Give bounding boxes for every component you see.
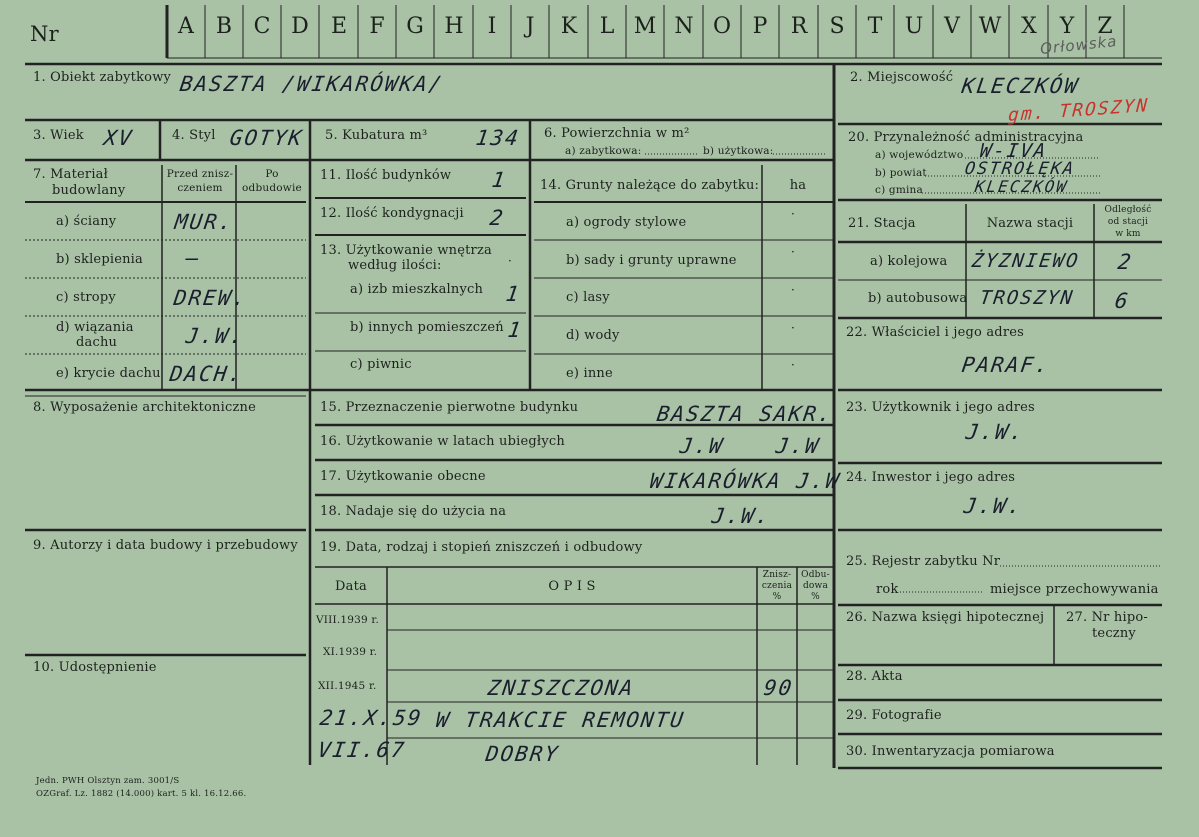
f19-col-z-2: czenia xyxy=(761,581,793,591)
letter-l: L xyxy=(599,14,615,39)
f7-label-2: budowlany xyxy=(52,183,126,198)
letter-s: S xyxy=(829,14,845,39)
f13-b-value: 1 xyxy=(506,318,525,342)
f11-value: 1 xyxy=(490,168,509,192)
pencil-note: Orłowska xyxy=(1039,32,1119,58)
f15-value: BASZTA SAKR. xyxy=(655,402,835,426)
f17-label: 17. Użytkowanie obecne xyxy=(320,469,486,484)
letter-p: P xyxy=(752,14,768,39)
f7-row-value: MUR. xyxy=(173,210,236,234)
f21-label: 21. Stacja xyxy=(848,216,916,231)
f19-row-date: XII.1945 r. xyxy=(318,680,377,692)
f7-row-value: — xyxy=(184,246,203,270)
f13-a-value: 1 xyxy=(504,282,523,306)
f3-label: 3. Wiek xyxy=(33,128,84,143)
f7-row-label-2: dachu xyxy=(76,335,118,350)
f14-unit: ha xyxy=(789,178,807,193)
f12-label: 12. Ilość kondygnacji xyxy=(320,206,464,221)
f4-label: 4. Styl xyxy=(172,128,216,143)
f14-row-label: e) inne xyxy=(566,366,613,381)
print-info-line-1: Jedn. PWH Olsztyn zam. 3001/S xyxy=(36,776,180,786)
f19-row-date: 21.X.59 xyxy=(318,706,425,730)
f19-col-opis: O P I S xyxy=(548,579,596,594)
f5-label: 5. Kubatura m³ xyxy=(325,128,428,143)
letter-h: H xyxy=(444,14,464,39)
f25-rok: rok xyxy=(876,582,899,597)
f6-label: 6. Powierzchnia w m² xyxy=(544,126,690,141)
f13-label-2: według ilości: xyxy=(348,258,442,273)
f14-dot: · xyxy=(791,283,795,297)
f10-label: 10. Udostępnienie xyxy=(33,660,157,675)
letter-k: K xyxy=(560,14,578,39)
f22-label: 22. Właściciel i jego adres xyxy=(846,325,1025,340)
f13-label-1: 13. Użytkowanie wnętrza xyxy=(320,243,492,258)
f14-dot: · xyxy=(791,207,795,221)
letter-n: N xyxy=(674,14,694,39)
f19-col-z-1: Znisz- xyxy=(762,570,792,580)
f7-row-value: DREW. xyxy=(172,286,249,310)
f17-value: WIKARÓWKA J.W xyxy=(648,469,843,493)
f13-dot: · xyxy=(508,254,512,268)
f21-col-dist-2: od stacji xyxy=(1107,217,1149,227)
f5-value: 134 xyxy=(474,126,522,150)
f7-row-label: c) stropy xyxy=(56,290,116,305)
letter-d: D xyxy=(291,14,309,39)
f14-row-label: a) ogrody stylowe xyxy=(566,215,687,230)
f19-row-date: XI.1939 r. xyxy=(323,646,378,658)
f14-row-label: d) wody xyxy=(566,328,620,343)
f4-value: GOTYK xyxy=(228,126,305,150)
f6-b-label: b) użytkowa: xyxy=(703,145,774,157)
letter-j: J xyxy=(525,14,535,39)
f30-label: 30. Inwentaryzacja pomiarowa xyxy=(846,744,1055,759)
f7-row-value: DACH. xyxy=(168,362,245,386)
letter-r: R xyxy=(790,14,808,39)
letter-e: E xyxy=(330,14,348,39)
letter-y: Y xyxy=(1059,14,1075,39)
f7-row-label: a) ściany xyxy=(56,214,117,229)
f11-label: 11. Ilość budynków xyxy=(320,168,452,183)
print-info-line-2: OZGraf. Lz. 1882 (14.000) kart. 5 kl. 16.12.66. xyxy=(36,789,247,799)
f25-label: 25. Rejestr zabytku Nr xyxy=(846,554,1001,569)
letter-f: F xyxy=(369,14,385,39)
f27-label-2: teczny xyxy=(1092,626,1136,641)
f20-a-label: a) województwo xyxy=(875,149,964,161)
f20-c-value: KLECZKÓW xyxy=(973,177,1070,196)
f7-row-label: d) wiązania xyxy=(56,320,134,335)
letter-m: M xyxy=(633,14,657,39)
letter-v: V xyxy=(944,14,960,39)
f24-value: J.W. xyxy=(962,494,1025,518)
f9-label: 9. Autorzy i data budowy i przebudowy xyxy=(33,538,298,553)
f19-row-desc: W TRAKCIE REMONTU xyxy=(434,708,687,732)
f21-col-dist-3: w km xyxy=(1115,229,1141,239)
f21-a-name: ŻYZNIEWO xyxy=(970,250,1082,272)
f8-label: 8. Wyposażenie architektoniczne xyxy=(33,400,256,415)
nr-label: Nr xyxy=(30,22,59,46)
f16-label: 16. Użytkowanie w latach ubiegłych xyxy=(320,434,565,449)
f14-row-label: b) sady i grunty uprawne xyxy=(566,253,737,268)
f1-value: BASZTA /WIKARÓWKA/ xyxy=(178,72,446,96)
f19-col-o-2: dowa xyxy=(802,581,829,591)
f21-b-dist: 6 xyxy=(1113,289,1132,313)
f23-value: J.W. xyxy=(964,420,1027,444)
f23-label: 23. Użytkownik i jego adres xyxy=(846,400,1035,415)
f13-b-label: b) innych pomieszczeń xyxy=(350,320,504,335)
f7-col-before-1: Przed znisz- xyxy=(166,168,234,180)
f13-a-label: a) izb mieszkalnych xyxy=(350,282,484,297)
letter-g: G xyxy=(406,14,424,39)
f20-c-label: c) gmina xyxy=(875,184,923,196)
f20-a-value: W-IVA xyxy=(978,140,1049,162)
f21-a-dist: 2 xyxy=(1116,250,1135,274)
f2-note: gm. TROSZYN xyxy=(1007,94,1150,127)
f12-value: 2 xyxy=(488,206,507,230)
f27-label-1: 27. Nr hipo- xyxy=(1066,610,1148,625)
f3-value: XV xyxy=(102,126,135,150)
f19-row-date: VII.67 xyxy=(316,738,408,762)
f7-col-after-1: Po xyxy=(265,168,279,180)
f15-label: 15. Przeznaczenie pierwotne budynku xyxy=(320,400,579,415)
f20-b-label: b) powiat xyxy=(875,167,927,179)
f7-label-1: 7. Materiał xyxy=(33,167,109,182)
letter-z: Z xyxy=(1097,14,1113,39)
f14-dot: · xyxy=(791,245,795,259)
f26-label: 26. Nazwa księgi hipotecznej xyxy=(846,610,1045,625)
f21-col-dist-1: Odległość xyxy=(1104,205,1152,215)
letter-x: X xyxy=(1021,14,1037,39)
f24-label: 24. Inwestor i jego adres xyxy=(846,470,1016,485)
f7-row-label: b) sklepienia xyxy=(56,252,143,267)
f18-value: J.W. xyxy=(710,504,773,528)
f20-label: 20. Przynależność administracyjna xyxy=(848,130,1084,145)
f7-row-value: J.W. xyxy=(184,324,247,348)
f22-value: PARAF. xyxy=(960,353,1052,377)
letter-t: T xyxy=(867,14,883,39)
letter-w: W xyxy=(978,14,1002,39)
f1-label: 1. Obiekt zabytkowy xyxy=(33,70,172,85)
f7-col-after-2: odbudowie xyxy=(242,182,302,194)
f2-value: KLECZKÓW xyxy=(960,74,1081,98)
f20-b-value: OSTROŁĘKA xyxy=(963,159,1077,179)
f21-b-name: TROSZYN xyxy=(978,287,1076,309)
letter-b: B xyxy=(215,14,233,39)
letter-i: I xyxy=(487,14,497,39)
letter-u: U xyxy=(904,14,924,39)
f6-a-label: a) zabytkowa: xyxy=(565,145,642,157)
f21-a-label: a) kolejowa xyxy=(870,254,948,269)
f19-label: 19. Data, rodzaj i stopień zniszczeń i odbudowy xyxy=(320,540,643,555)
f16-value-2: J.W xyxy=(774,434,822,458)
f7-col-before-2: czeniem xyxy=(177,182,223,194)
f2-label: 2. Miejscowość xyxy=(850,70,954,85)
f14-row-label: c) lasy xyxy=(566,290,610,305)
f18-label: 18. Nadaje się do użycia na xyxy=(320,504,507,519)
f21-col-name: Nazwa stacji xyxy=(986,216,1074,231)
f14-dot: · xyxy=(791,358,795,372)
f14-label: 14. Grunty należące do zabytku: xyxy=(540,178,760,193)
f19-row-desc: ZNISZCZONA xyxy=(486,676,637,700)
letter-a: A xyxy=(178,14,194,39)
f19-col-o-3: % xyxy=(811,592,820,602)
letter-c: C xyxy=(253,14,271,39)
f7-row-label: e) krycie dachu xyxy=(56,366,161,381)
f21-b-label: b) autobusowa xyxy=(868,291,968,306)
f13-c-label: c) piwnic xyxy=(350,357,412,372)
letter-o: O xyxy=(712,14,732,39)
f19-col-date: Data xyxy=(335,579,367,594)
f16-value-1: J.W xyxy=(678,434,726,458)
f14-dot: · xyxy=(791,321,795,335)
f25-place: miejsce przechowywania xyxy=(990,582,1159,597)
f19-row-desc: DOBRY xyxy=(484,742,561,766)
f19-row-pct: 90 xyxy=(762,676,795,700)
f19-col-z-3: % xyxy=(772,592,782,602)
f28-label: 28. Akta xyxy=(846,669,903,684)
f29-label: 29. Fotografie xyxy=(846,708,942,723)
f19-row-date: VIII.1939 r. xyxy=(316,614,380,626)
f19-col-o-1: Odbu- xyxy=(801,570,830,580)
